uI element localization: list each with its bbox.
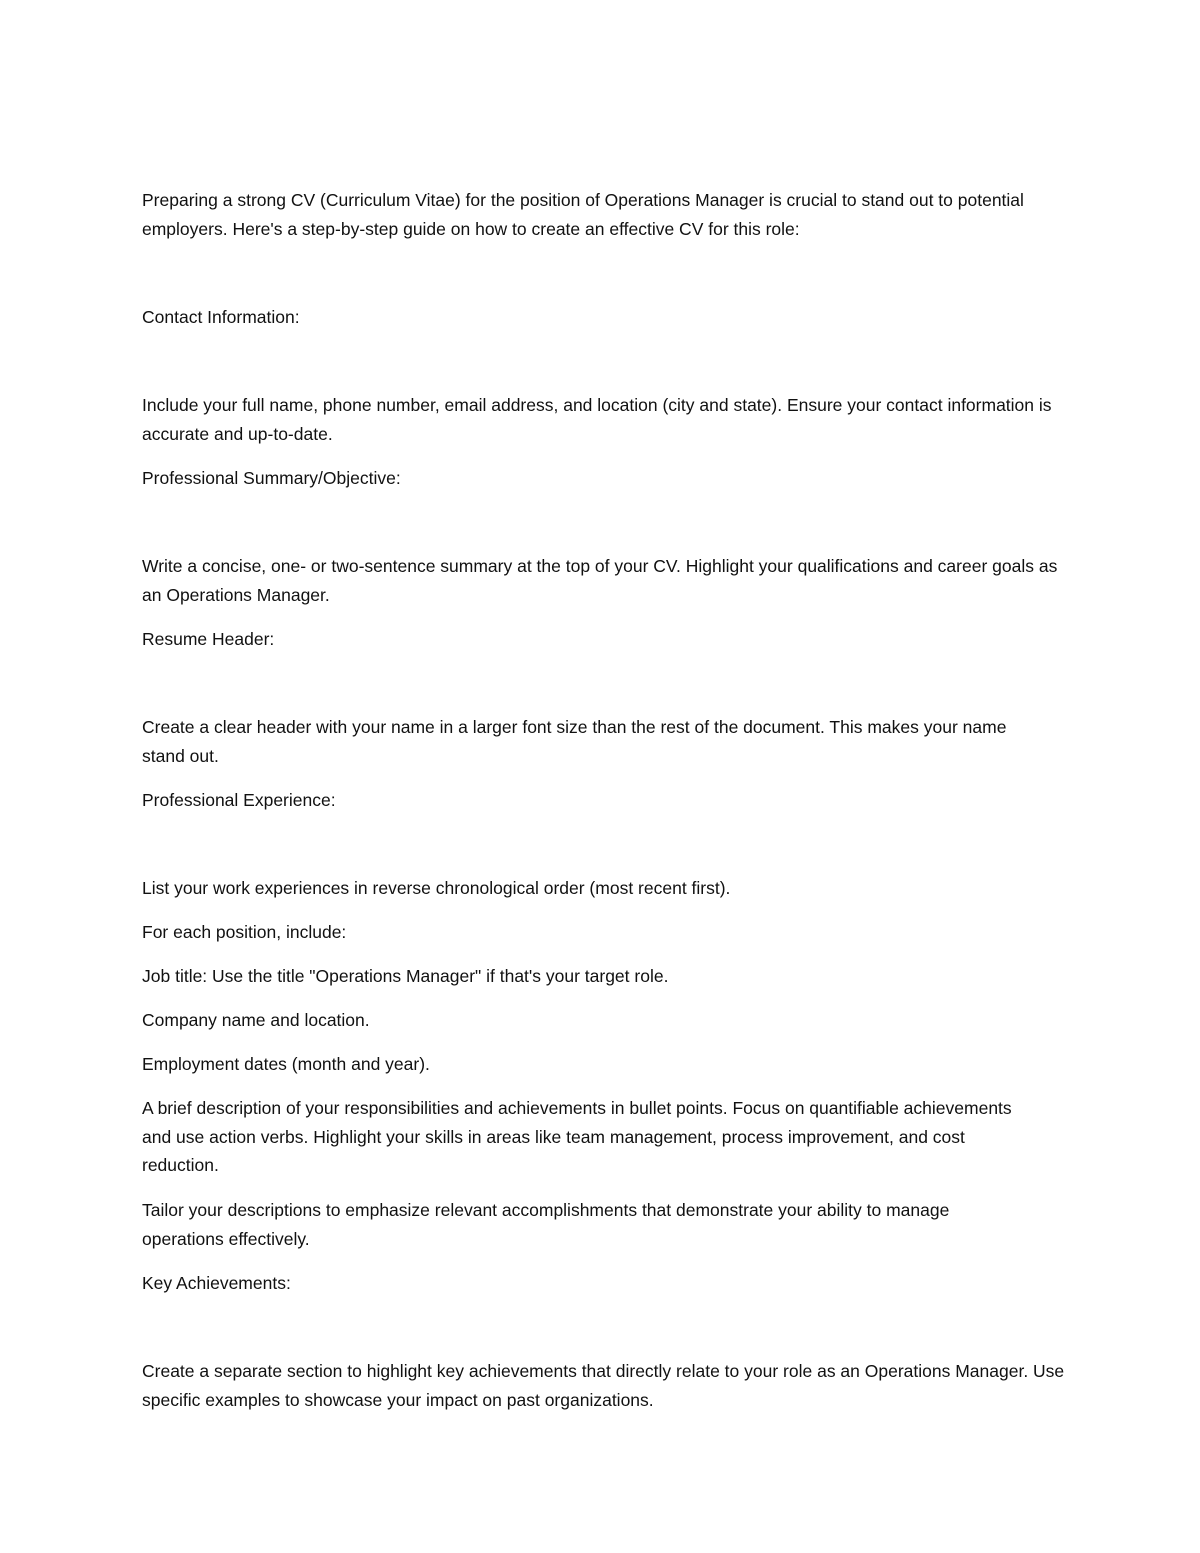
contact-paragraph: Include your full name, phone number, email address, and location (city and state). Ensure your contact information is accurate and up-to-date. (142, 395, 1052, 444)
experience-description-paragraph: A brief description of your responsibilities and achievements in bullet points. Focus on quantifiable achievements and use action verbs. Highlight your skills in areas like team management, process improvement, and cost reduction. (142, 1098, 1012, 1175)
summary-paragraph: Write a concise, one- or two-sentence summary at the top of your CV. Highlight your qualifications and career goals as an Operations Manager. (142, 556, 1058, 605)
experience-heading: Professional Experience: (142, 790, 336, 810)
experience-tailor-paragraph: Tailor your descriptions to emphasize relevant accomplishments that demonstrate your ability to manage operations effectively. (142, 1200, 950, 1249)
achievements-paragraph: Create a separate section to highlight key achievements that directly relate to your role as an Operations Manager. Use specific examples to showcase your impact on past organizations. (142, 1361, 1065, 1410)
experience-order-line: List your work experiences in reverse chronological order (most recent first). (142, 878, 731, 898)
resume-header-heading: Resume Header: (142, 629, 275, 649)
achievements-heading: Key Achievements: (142, 1273, 291, 1293)
experience-company-line: Company name and location. (142, 1010, 370, 1030)
resume-header-paragraph: Create a clear header with your name in a larger font size than the rest of the document. This makes your name stand out. (142, 717, 1007, 766)
experience-each-line: For each position, include: (142, 922, 347, 942)
summary-heading: Professional Summary/Objective: (142, 468, 401, 488)
intro-paragraph: Preparing a strong CV (Curriculum Vitae) for the position of Operations Manager is crucial to stand out to potential employers. Here's a step-by-step guide on how to create an effective CV for this role: (142, 190, 1024, 239)
experience-dates-line: Employment dates (month and year). (142, 1054, 430, 1074)
experience-job-title-line: Job title: Use the title "Operations Manager" if that's your target role. (142, 966, 669, 986)
contact-heading: Contact Information: (142, 307, 300, 327)
